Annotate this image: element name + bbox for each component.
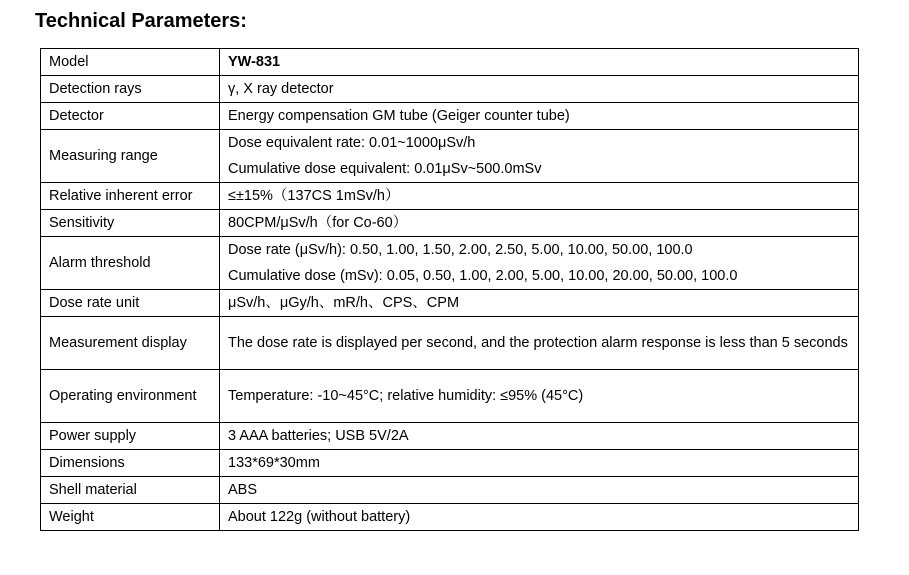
row-label: Measurement display	[41, 317, 220, 370]
table-row-alarm-threshold	[41, 237, 859, 290]
value-line: Dose rate (μSv/h): 0.50, 1.00, 1.50, 2.00, 2.50, 5.00, 10.00, 50.00, 100.0	[228, 242, 693, 258]
table-row-measuring-range	[41, 130, 859, 183]
row-value	[220, 130, 859, 183]
row-value: ≤±15%（137CS 1mSv/h）	[220, 183, 859, 210]
table-row-detection-rays	[41, 76, 859, 103]
row-value: 133*69*30mm	[220, 450, 859, 477]
row-label: Model	[41, 49, 220, 76]
row-label: Dimensions	[41, 450, 220, 477]
page-title: Technical Parameters:	[35, 10, 247, 32]
row-value: Temperature: -10~45°C; relative humidity: ≤95% (45°C)	[220, 370, 859, 423]
table-row-detector	[41, 103, 859, 130]
row-value: 3 AAA batteries; USB 5V/2A	[220, 423, 859, 450]
row-label: Weight	[41, 504, 220, 531]
row-label: Dose rate unit	[41, 290, 220, 317]
row-value: YW-831	[220, 49, 859, 76]
row-value: The dose rate is displayed per second, and the protection alarm response is less than 5 seconds	[220, 317, 859, 370]
row-value: Energy compensation GM tube (Geiger counter tube)	[220, 103, 859, 130]
row-value	[220, 237, 859, 290]
table-row-weight	[41, 504, 859, 531]
table-row-relative-inherent-error	[41, 183, 859, 210]
value-line: Dose equivalent rate: 0.01~1000μSv/h	[228, 135, 476, 151]
table-row-operating-environment	[41, 370, 859, 423]
row-label: Alarm threshold	[41, 237, 220, 290]
table-row-dimensions	[41, 450, 859, 477]
row-label: Relative inherent error	[41, 183, 220, 210]
row-label: Operating environment	[41, 370, 220, 423]
table-row-model	[41, 49, 859, 76]
table-row-power-supply	[41, 423, 859, 450]
table-row-shell-material	[41, 477, 859, 504]
value-line: Cumulative dose equivalent: 0.01μSv~500.0mSv	[228, 161, 542, 177]
row-value: About 122g (without battery)	[220, 504, 859, 531]
row-label: Power supply	[41, 423, 220, 450]
row-value: 80CPM/μSv/h（for Co-60）	[220, 210, 859, 237]
row-value: γ, X ray detector	[220, 76, 859, 103]
value-line: Cumulative dose (mSv): 0.05, 0.50, 1.00, 2.00, 5.00, 10.00, 20.00, 50.00, 100.0	[228, 268, 738, 284]
technical-parameters-table	[40, 48, 859, 531]
row-label: Detector	[41, 103, 220, 130]
table-row-measurement-display	[41, 317, 859, 370]
row-label: Measuring range	[41, 130, 220, 183]
table-row-sensitivity	[41, 210, 859, 237]
row-value: μSv/h、μGy/h、mR/h、CPS、CPM	[220, 290, 859, 317]
row-value: ABS	[220, 477, 859, 504]
row-label: Sensitivity	[41, 210, 220, 237]
table-row-dose-rate-unit	[41, 290, 859, 317]
row-label: Shell material	[41, 477, 220, 504]
row-label: Detection rays	[41, 76, 220, 103]
